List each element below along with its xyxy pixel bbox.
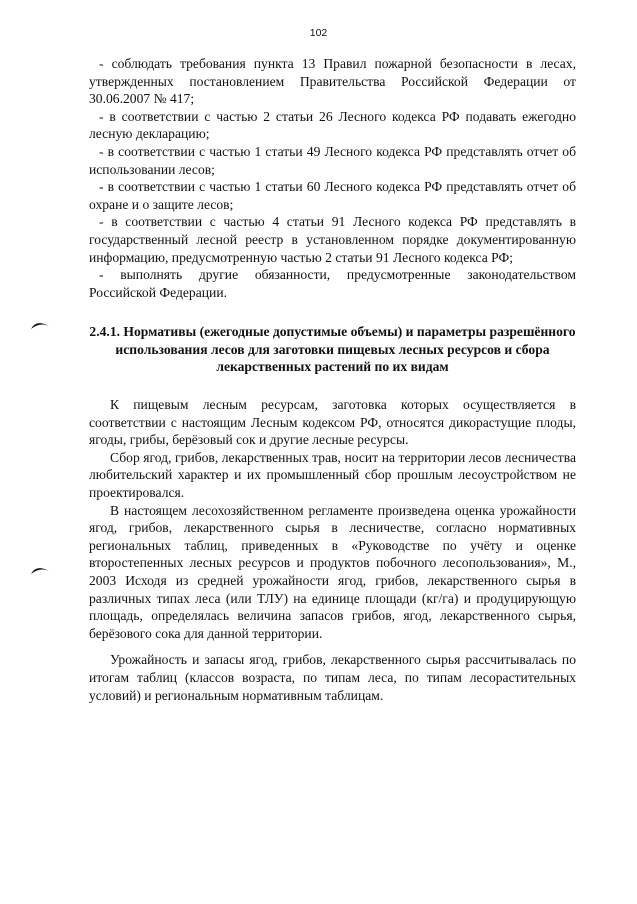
obligation-item: - в соответствии с частью 1 статьи 60 Лесного кодекса РФ представлять отчет об охране и о защите лесов; [89,179,576,212]
paragraph: Сбор ягод, грибов, лекарственных трав, носит на территории лесов лесничества любительский характер и их промышленный сбор прошлым лесоустройством не проектировался. [89,449,576,500]
paragraph: Урожайность и запасы ягод, грибов, лекарственного сырья рассчитывалась по итогам таблиц (классов возраста, по типам леса, по типам лесорастительных условий) и региональным нормативным таблицам. [89,652,576,703]
paragraph: В настоящем лесохозяйственном регламенте произведена оценка урожайности ягод, грибов, лекарственного сырья в лесничестве, согласно нормативных региональных таблиц, приведенных в «Руководстве по учёту и оценке второстепенных лесных ресурсов и продуктов побочного лесопользования», М., 2003 Исходя из средней урожайности ягод, грибов, лекарственного сырья в различных типах леса (или ТЛУ) на единице площади (кг/га) и продуцирующую площадь, определялась величина запасов грибов, ягод, лекарственного сырья, берёзового сока для данной территории. [89,502,576,641]
punch-hole-mark [30,318,50,330]
page-number: 102 [309,27,328,39]
obligation-item: - выполнять другие обязанности, предусмотренные законодательством Российской Федерации. [89,267,576,300]
section-heading: 2.4.1. Нормативы (ежегодные допустимые объемы) и параметры разрешённого использования лесов для заготовки пищевых лесных ресурсов и сбора лекарственных растений по их видам [89,324,576,374]
punch-hole-mark [30,563,50,575]
obligation-item: - в соответствии с частью 4 статьи 91 Лесного кодекса РФ представлять в государственный лесной реестр в установленном порядке документированную информацию, предусмотренную частью 2 статьи 91 Лесного кодекса РФ; [89,214,576,265]
obligation-item: - в соответствии с частью 2 статьи 26 Лесного кодекса РФ подавать ежегодно лесную декларацию; [89,108,576,142]
obligation-item: - соблюдать требования пункта 13 Правил пожарной безопасности в лесах, утвержденных постановлением Правительства Российской Федерации от 30.06.2007 № 417; [89,56,576,107]
section-body [89,396,576,704]
paragraph: К пищевым лесным ресурсам, заготовка которых осуществляется в соответствии с настоящим Лесным кодексом РФ, относятся дикорастущие плоды, ягоды, грибы, берёзовый сок и другие лесные ресурсы. [89,397,576,448]
obligation-item: - в соответствии с частью 1 статьи 49 Лесного кодекса РФ представлять отчет об использовании лесов; [89,143,576,177]
obligations-list [89,55,576,301]
